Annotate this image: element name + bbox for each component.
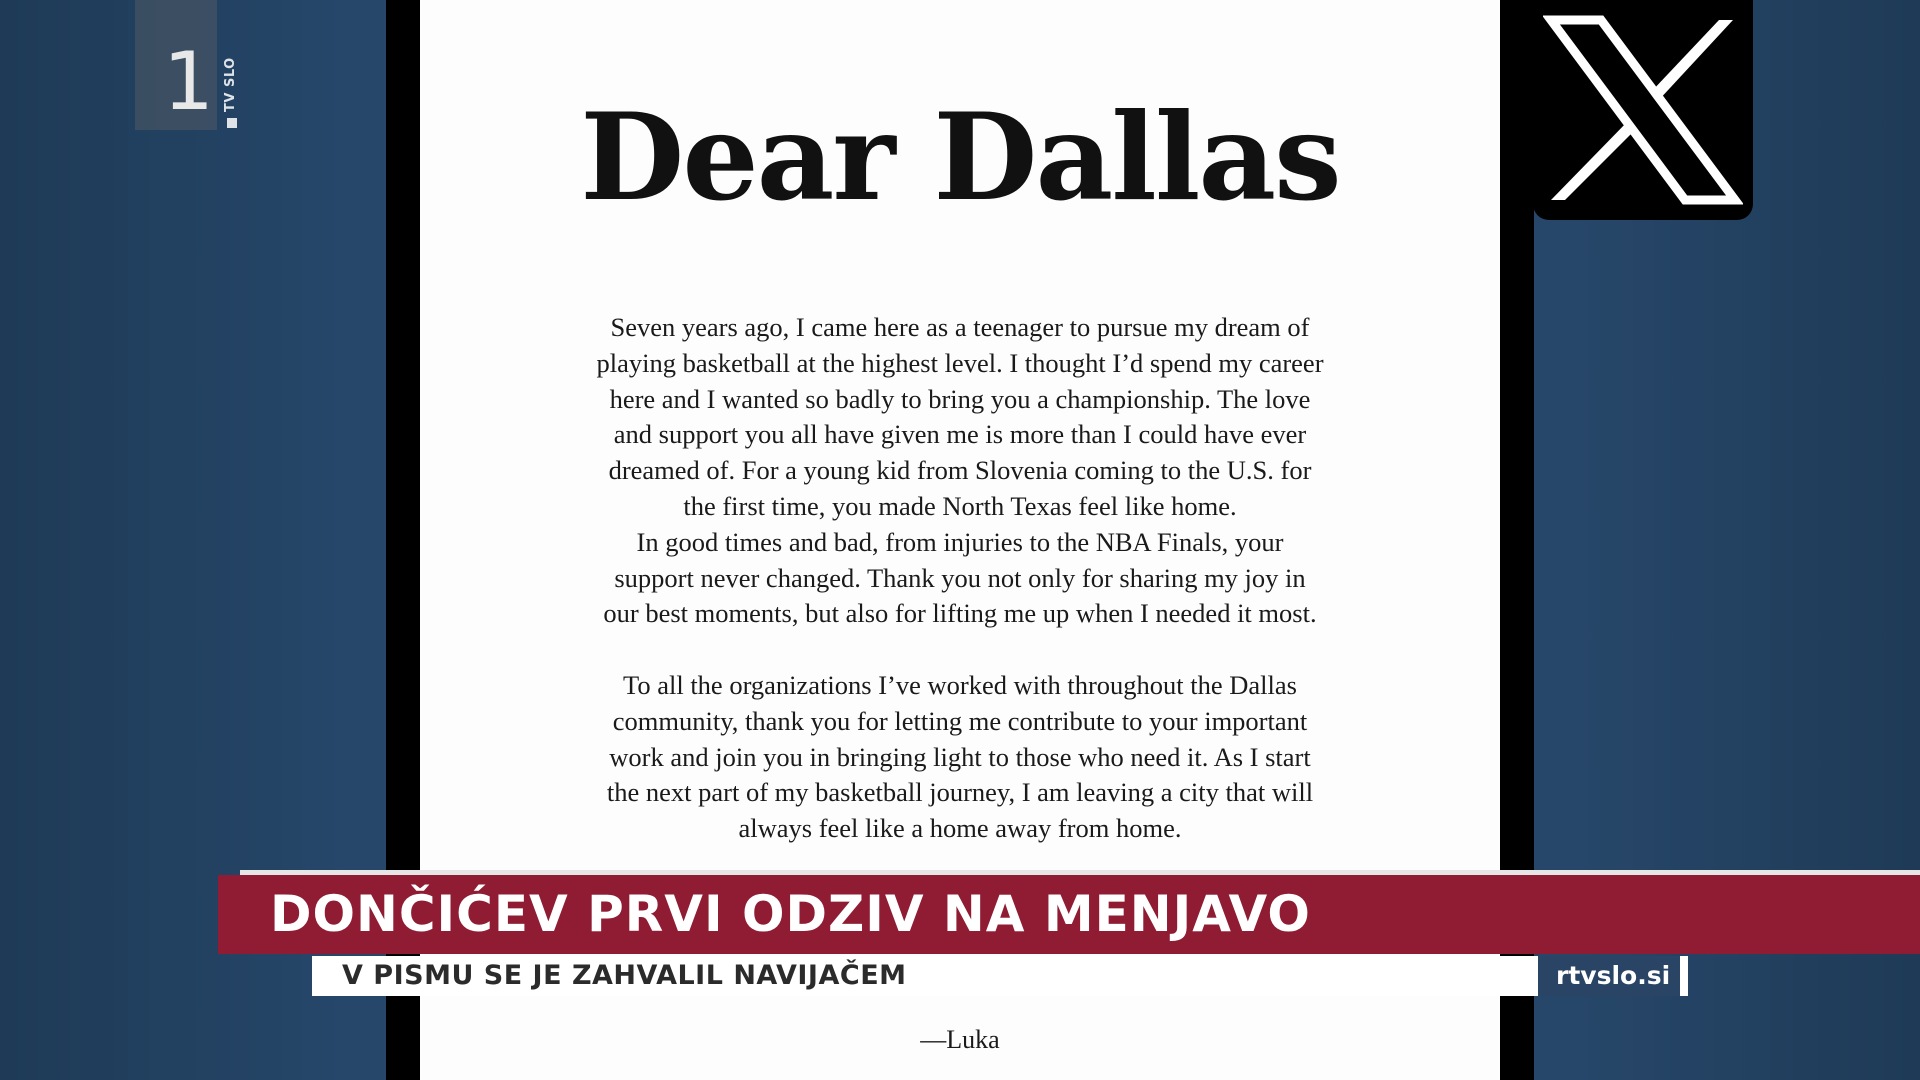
letter-line: the next part of my basketball journey, I am leaving a city that will — [606, 777, 1314, 808]
letter-line: dreamed of. For a young kid from Slovenia coming to the U.S. for — [608, 455, 1312, 486]
headline-bar — [218, 875, 1920, 954]
letter-line: Seven years ago, I came here as a teenager to pursue my dream of — [610, 312, 1310, 342]
website-text: rtvslo.si — [1556, 961, 1671, 990]
letter-line: support never changed. Thank you not only for sharing my joy in — [614, 562, 1306, 593]
website-badge — [1538, 956, 1688, 996]
letter-line: and support you all have given me is more than I could have ever — [613, 419, 1307, 450]
letter-signature: —Luka — [920, 1025, 1000, 1054]
channel-logo — [135, 0, 217, 130]
channel-label: TV SLO — [223, 57, 238, 112]
letter-line: In good times and bad, from injuries to the NBA Finals, your — [636, 526, 1284, 557]
x-logo-glyph — [1543, 10, 1743, 210]
letter-line: the first time, you made North Texas feel like home. — [683, 490, 1237, 521]
letter-line: our best moments, but also for lifting me up when I needed it most. — [603, 598, 1317, 629]
letter-line: here and I wanted so badly to bring you a championship. The love — [609, 383, 1311, 414]
headline-text: DONČIĆEV PRVI ODZIV NA MENJAVO — [270, 885, 1311, 943]
letter-line: playing basketball at the highest level. I thought I’d spend my career — [596, 347, 1324, 378]
channel-square-icon — [227, 118, 237, 128]
letter-line: work and join you in bringing light to those who need it. As I start — [609, 741, 1311, 772]
website-badge-edge — [1680, 956, 1688, 996]
x-logo-icon — [1533, 0, 1753, 220]
subheadline-text: V PISMU SE JE ZAHVALIL NAVIJAČEM — [342, 960, 907, 991]
letter-title: Dear Dallas — [580, 87, 1340, 228]
subheadline-bar — [312, 956, 1540, 996]
letter-line: To all the organizations I’ve worked with throughout the Dallas — [623, 669, 1297, 700]
letter-line: always feel like a home away from home. — [738, 813, 1182, 844]
letter-line: community, thank you for letting me contribute to your important — [612, 705, 1308, 736]
channel-number: 1 — [163, 35, 214, 128]
letter-body — [520, 310, 1400, 847]
